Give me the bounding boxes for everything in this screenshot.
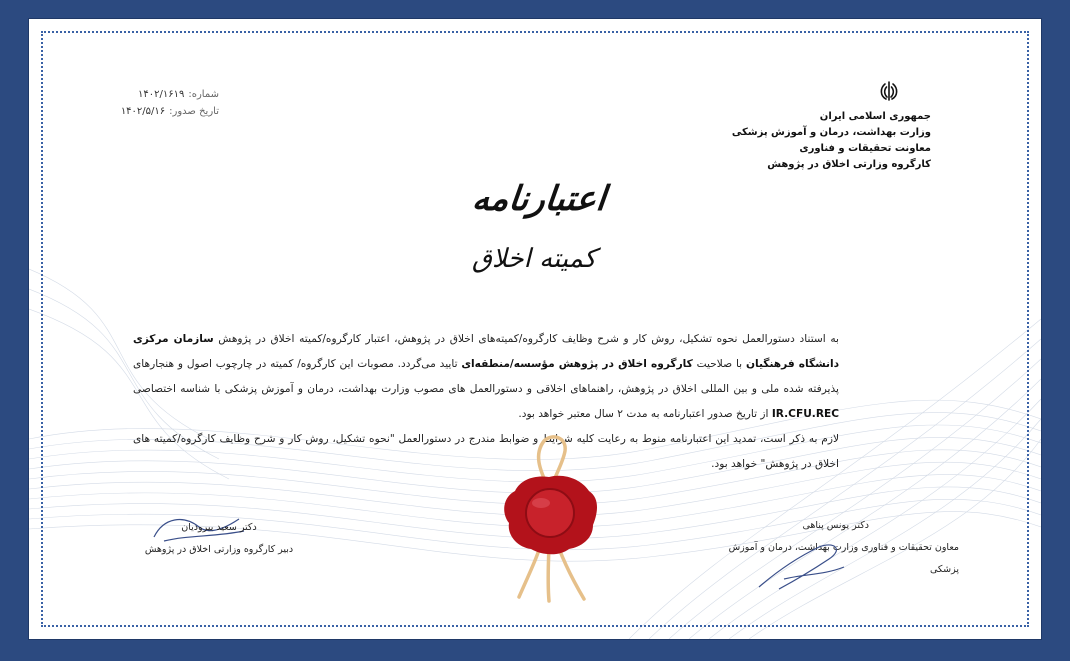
number-label: شماره: [188,89,219,100]
right-signer-title: معاون تحقیقات و فناوری وزارت بهداشت، درمان و آموزش پزشکی [728,542,959,575]
p1-part-e: تایید می‌گردد. مصوبات این کارگروه/ کمیته در چارچوب اصول و هنجارهای پذیرفته شده ملی و بین المللی اخلاق در پژوهش، راهنماهای اخلاقی و دستورالعمل های مصوب وزارت بهداشت، درمان و آموزش پزشکی با شناسه اختصاصی [133,358,839,395]
organization-block [732,109,931,173]
right-signature-scribble [744,539,854,594]
right-signer-name: دکتر یونس پناهی [802,520,869,531]
left-signature [124,517,314,561]
org-line-3: معاونت تحقیقات و فناوری [799,143,931,154]
date-value: ۱۴۰۲/۵/۱۶ [120,106,166,117]
org-line-4: کارگروه وزارتی اخلاق در پژوهش [767,159,931,170]
left-signer-name: دکتر سعید بیرودیان [181,522,257,533]
p1-part-a: به استناد دستورالعمل نحوه تشکیل، روش کار و شرح وظایف کارگروه/کمیته‌های اخلاق در پژوهش، اعتبار کارگروه/کمیته اخلاق در پژوهش [213,333,839,345]
certificate-body [133,327,839,477]
committee-id: IR.CFU.REC [771,408,839,420]
institution-name: سازمان مرکزی دانشگاه فرهنگیان [133,333,840,370]
p1-part-c: با صلاحیت [692,358,746,370]
body-paragraph-2: لازم به ذکر است، تمدید این اعتبارنامه منوط به رعایت کلیه شرایط و ضوابط مندرج در دستورالعمل "نحوه تشکیل، روش کار و شرح وظایف کارگروه/کمیته های اخلاق در پژوهش" خواهد بود. [133,433,839,470]
p1-part-g: از تاریخ صدور اعتبارنامه به مدت ۲ سال معتبر خواهد بود. [518,408,772,420]
number-value: ۱۴۰۲/۱۶۱۹ [138,89,185,100]
org-line-2: وزارت بهداشت، درمان و آموزش پزشکی [731,127,931,138]
committee-type: کارگروه اخلاق در پژوهش مؤسسه/منطقه‌ای [461,358,693,370]
number-row [109,89,219,100]
document-meta [109,89,219,123]
certificate-title: اعتبارنامه [470,179,608,219]
org-line-1: جمهوری اسلامی ایران [819,111,931,122]
certificate-subtitle: کمیته اخلاق [471,244,597,274]
left-signer-title: دبیر کارگروه وزارتی اخلاق در پژوهش [144,544,294,555]
certificate [29,19,1041,639]
date-label: تاریخ صدور: [169,106,219,117]
wax-seal-icon [489,429,609,604]
date-row [109,106,219,117]
body-paragraph-1 [133,327,839,427]
iran-emblem-icon [877,79,901,103]
